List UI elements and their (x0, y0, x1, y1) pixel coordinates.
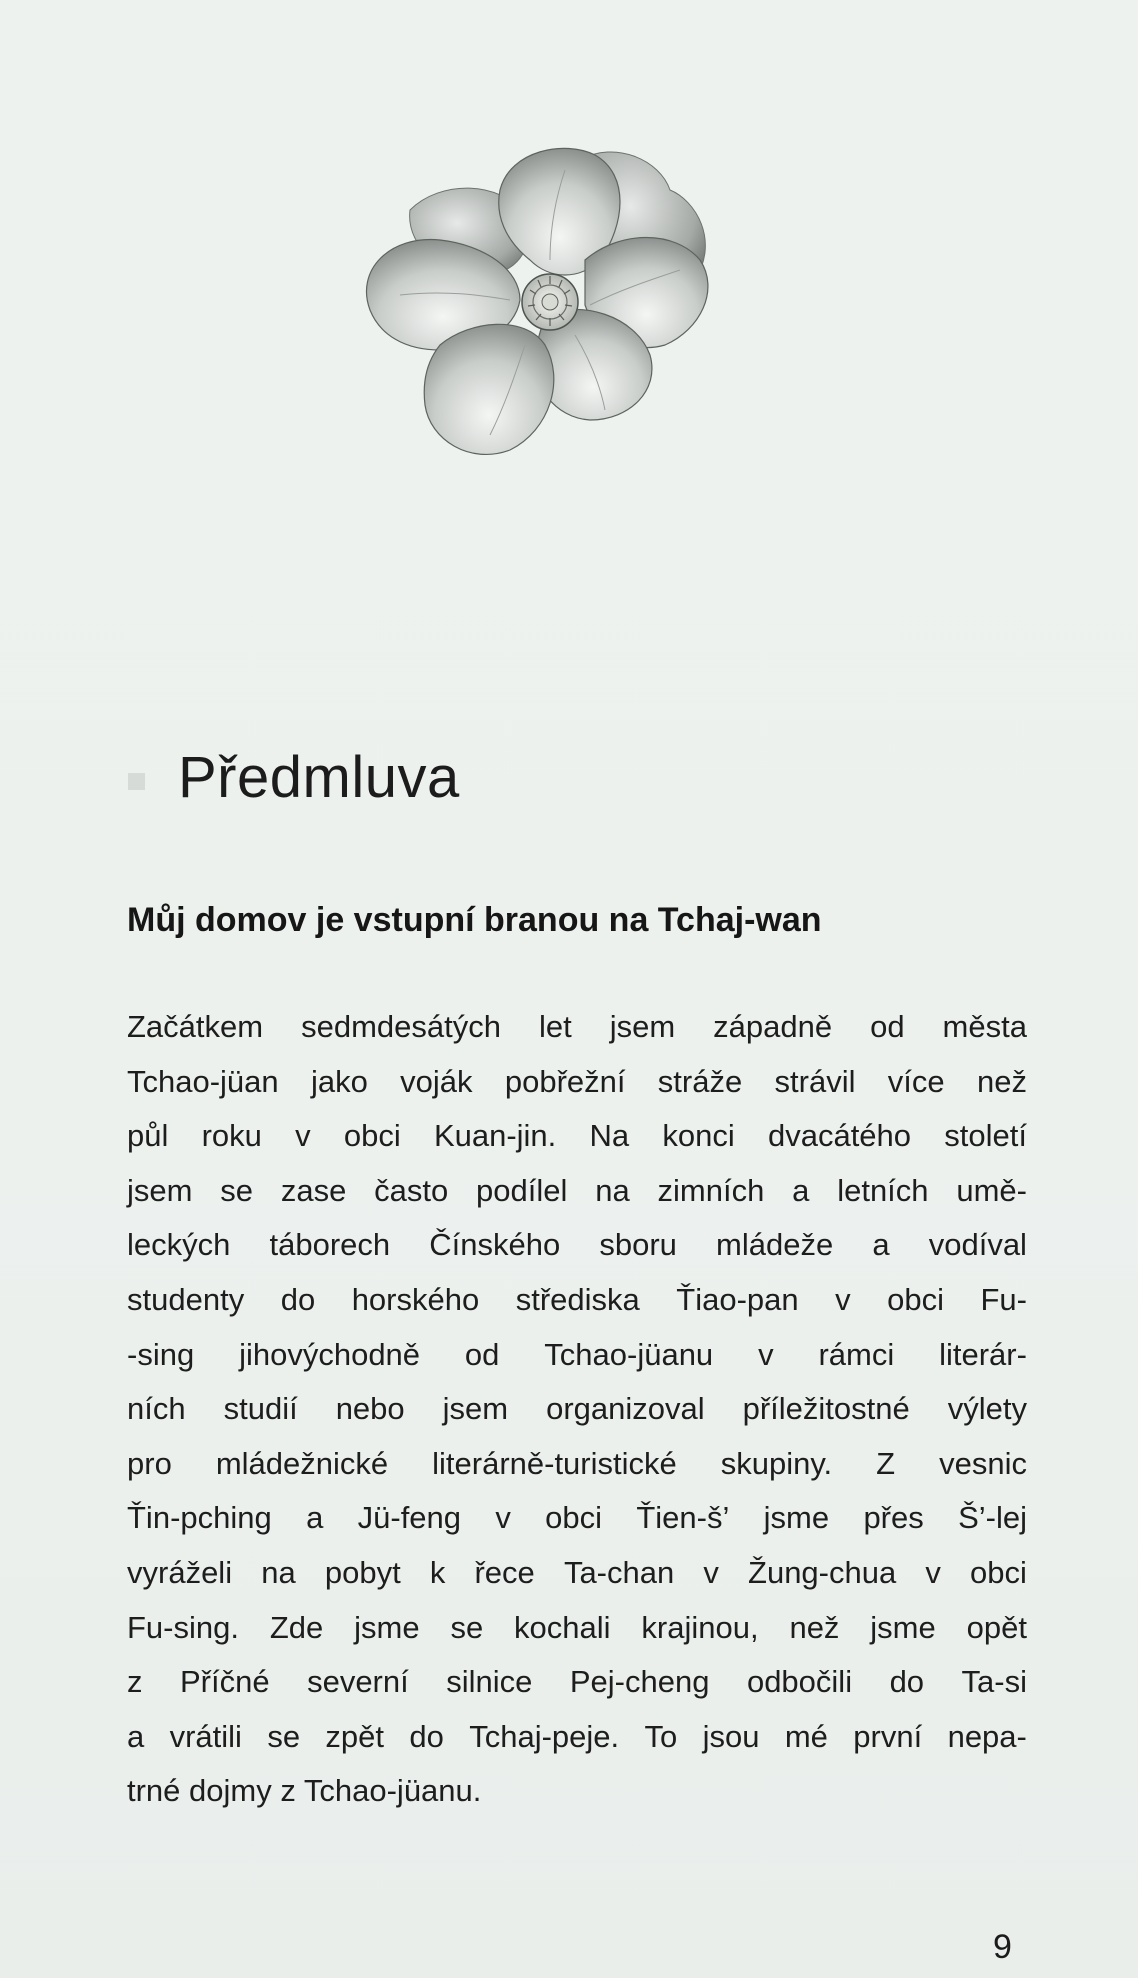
paragraph-line: ních studií nebo jsem organizoval příležitostné výlety (127, 1391, 1027, 1427)
paragraph-line: vyráželi na pobyt k řece Ta-chan v Žung-chua v obci (127, 1554, 1027, 1590)
paragraph-line: Fu-sing. Zde jsme se kochali krajinou, než jsme opět (127, 1609, 1027, 1645)
page-number: 9 (993, 1928, 1012, 1966)
paragraph-line: Ťin-pching a Jü-feng v obci Ťien-š’ jsme přes Š’-lej (127, 1500, 1027, 1536)
chapter-marker (128, 773, 145, 790)
paragraph-line: pro mládežnické literárně-turistické skupiny. Z vesnic (127, 1445, 1027, 1481)
section-heading: Můj domov je vstupní branou na Tchaj-wan (127, 901, 822, 939)
paragraph-line: studenty do horského střediska Ťiao-pan v obci Fu- (127, 1281, 1027, 1317)
flower-icon (350, 130, 750, 470)
paragraph-line: a vrátili se zpět do Tchaj-peje. To jsou mé první nepa- (127, 1718, 1027, 1754)
paragraph-line: leckých táborech Čínského sboru mládeže a vodíval (127, 1227, 1027, 1263)
paragraph-line: Tchao-jüan jako voják pobřežní stráže strávil více než (127, 1063, 1027, 1099)
paragraph-line: Začátkem sedmdesátých let jsem západně od města (127, 1009, 1027, 1044)
body-paragraph (127, 1000, 1027, 1819)
paragraph-line: -sing jihovýchodně od Tchao-jüanu v rámci literár- (127, 1336, 1027, 1372)
paragraph-line: trné dojmy z Tchao-jüanu. (127, 1773, 482, 1809)
paragraph-line: jsem se zase často podílel na zimních a letních umě- (127, 1172, 1027, 1208)
chapter-title: Předmluva (178, 745, 460, 810)
paragraph-line: z Příčné severní silnice Pej-cheng odbočili do Ta-si (127, 1664, 1027, 1700)
paragraph-line: půl roku v obci Kuan-jin. Na konci dvacátého století (127, 1118, 1027, 1154)
